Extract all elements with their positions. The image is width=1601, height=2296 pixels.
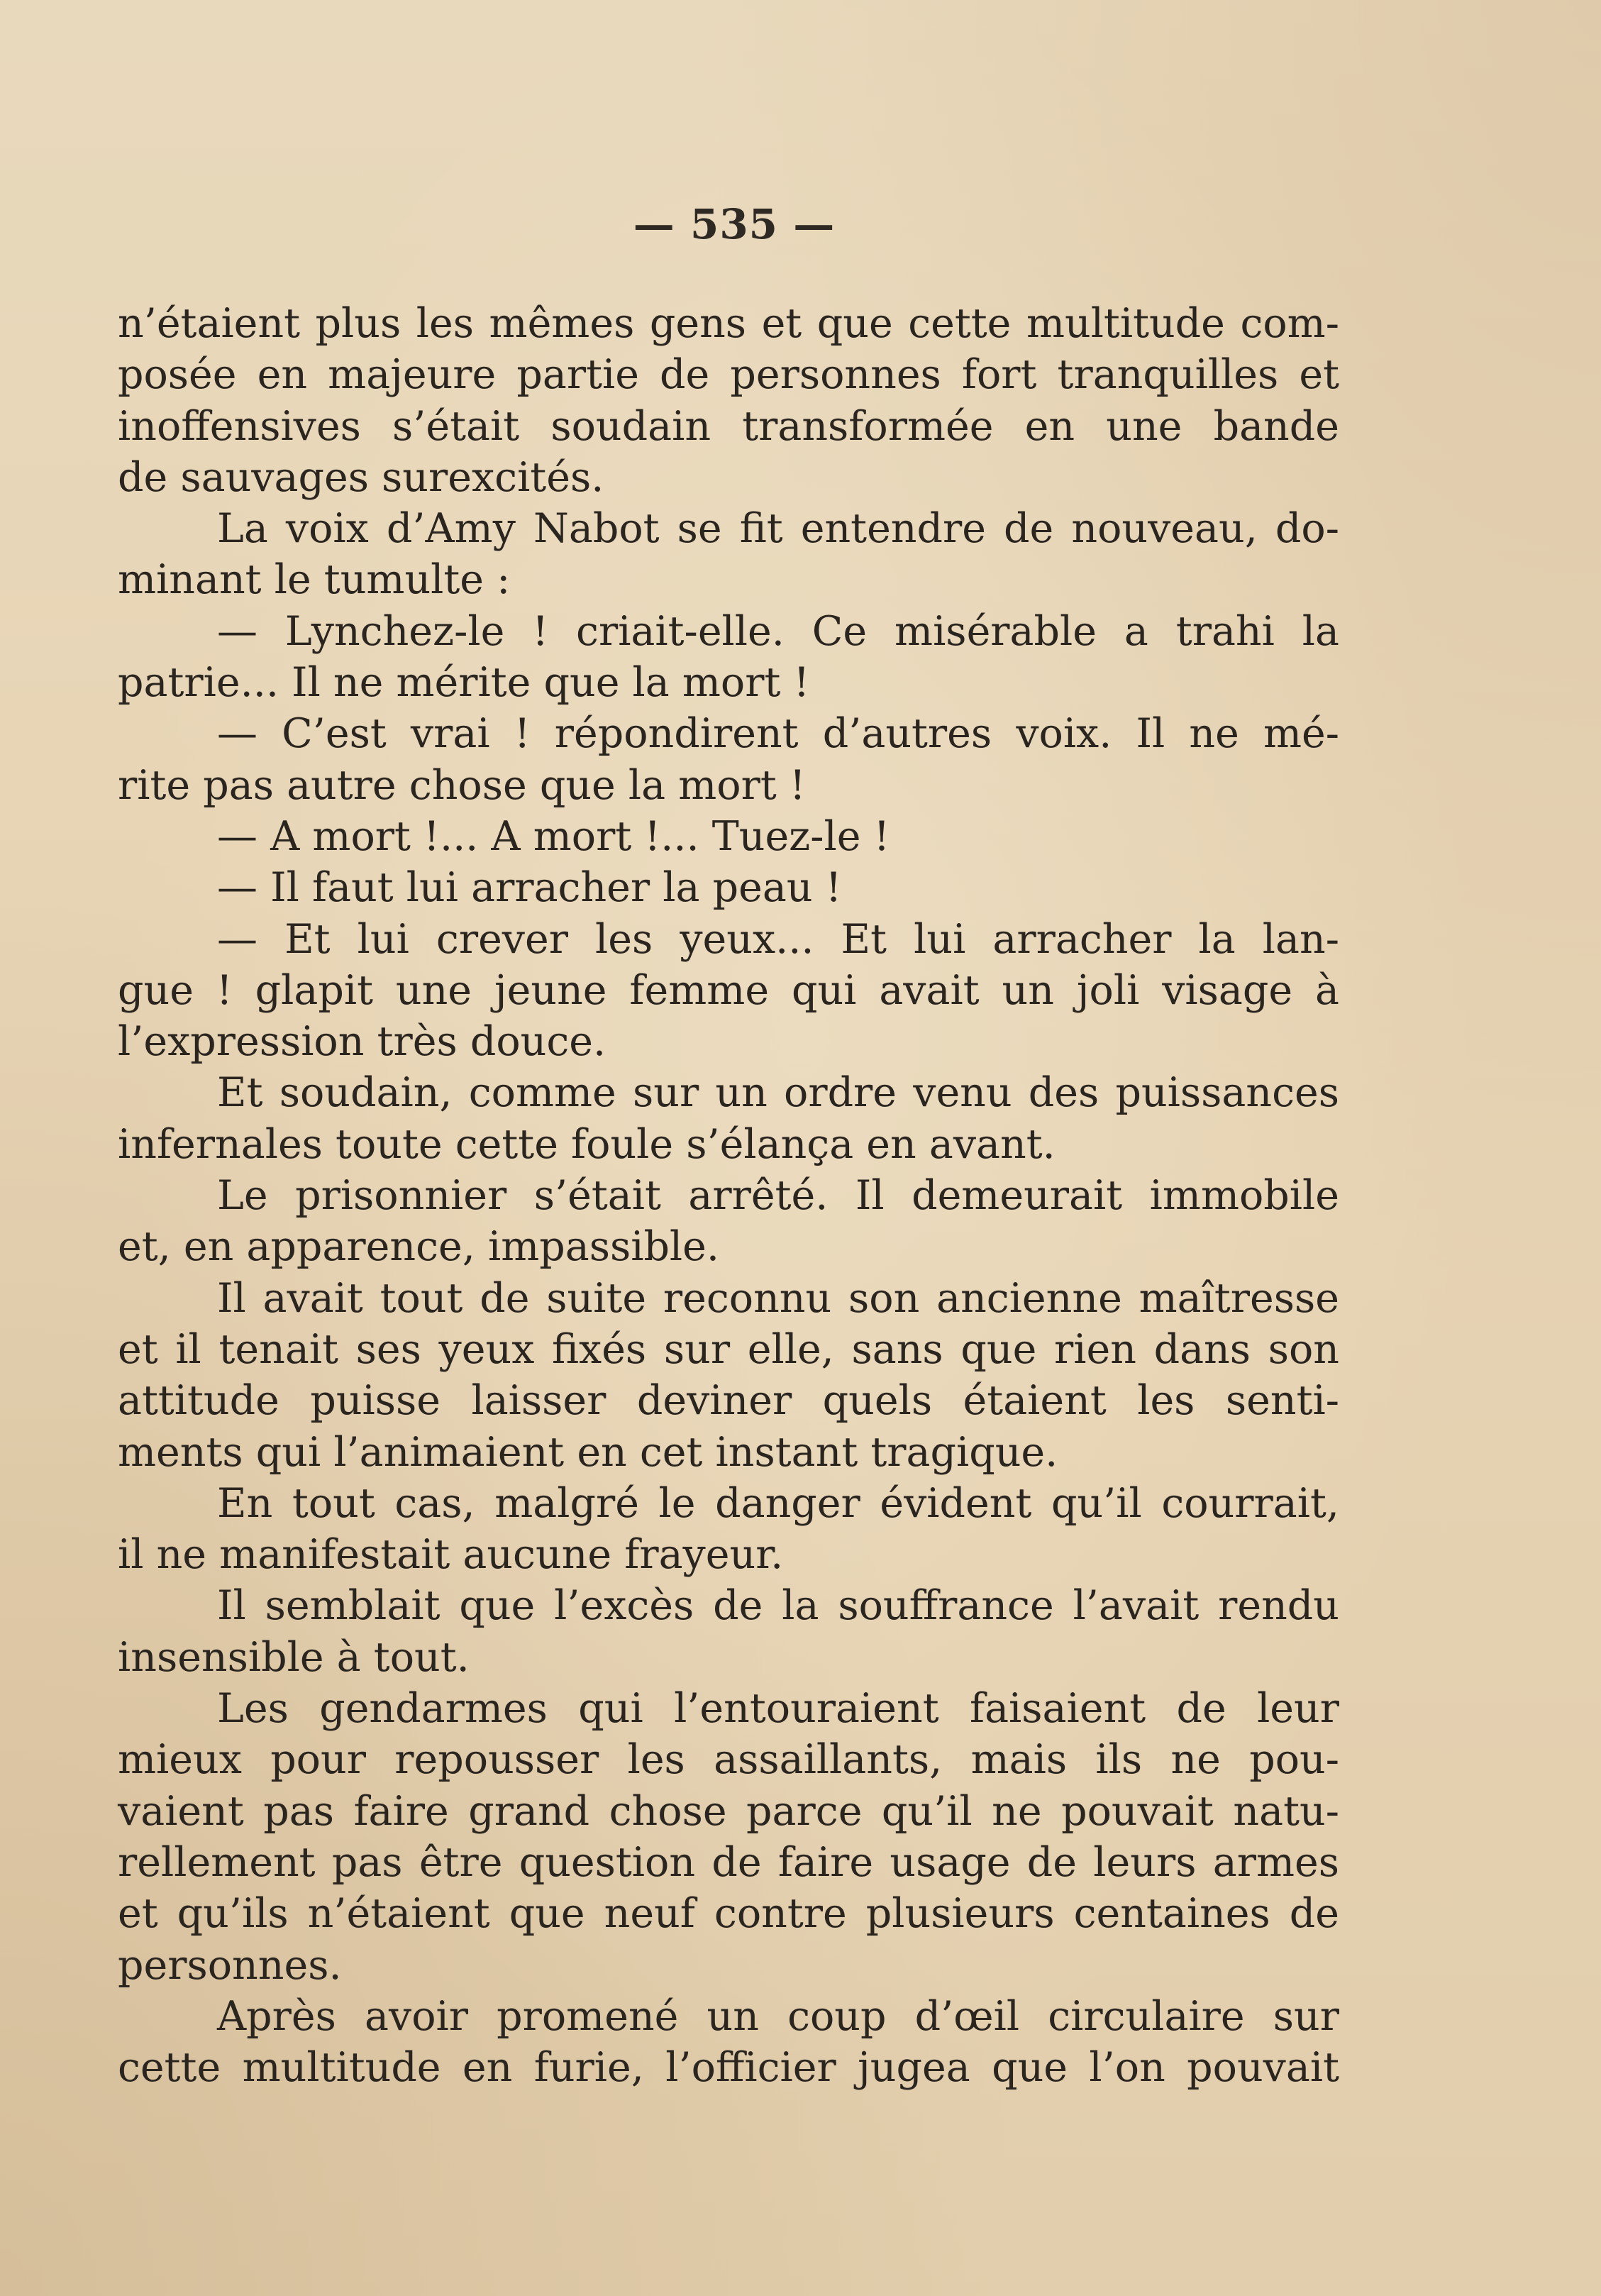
text-line: — Lynchez-le ! criait-elle. Ce misérable a trahi la <box>217 607 1339 655</box>
text-line: infernales toute cette foule s’élança en avant. <box>118 1120 1056 1168</box>
text-line: ments qui l’animaient en cet instant tragique. <box>118 1428 1058 1476</box>
text-line: minant le tumulte : <box>118 556 511 604</box>
text-line: Il avait tout de suite reconnu son ancienne maîtresse <box>217 1274 1339 1322</box>
text-line: et il tenait ses yeux fixés sur elle, sans que rien dans son <box>118 1325 1339 1373</box>
text-line: rellement pas être question de faire usage de leurs armes <box>118 1838 1339 1886</box>
text-line: — A mort !... A mort !... Tuez-le ! <box>217 812 890 860</box>
text-line: il ne manifestait aucune frayeur. <box>118 1531 784 1579</box>
text-line: de sauvages surexcités. <box>118 453 604 501</box>
text-line: et qu’ils n’étaient que neuf contre plusieurs centaines de <box>118 1890 1339 1938</box>
text-line: Il semblait que l’excès de la souffrance l’avait rendu <box>217 1582 1339 1630</box>
text-line: l’expression très douce. <box>118 1018 606 1066</box>
text-line: insensible à tout. <box>118 1633 470 1681</box>
text-line: — Et lui crever les yeux... Et lui arracher la lan- <box>217 915 1339 963</box>
text-line: rite pas autre chose que la mort ! <box>118 761 806 809</box>
text-line: vaient pas faire grand chose parce qu’il ne pouvait natu- <box>118 1787 1339 1835</box>
text-line: personnes. <box>118 1941 342 1989</box>
page-number: — 535 — <box>633 200 836 248</box>
text-line: patrie... Il ne mérite que la mort ! <box>118 659 810 707</box>
text-line: posée en majeure partie de personnes fort tranquilles et <box>118 351 1339 399</box>
text-line: et, en apparence, impassible. <box>118 1223 720 1271</box>
text-line: Et soudain, comme sur un ordre venu des puissances <box>217 1069 1339 1117</box>
text-line: La voix d’Amy Nabot se fit entendre de nouveau, do- <box>217 505 1339 553</box>
text-line: Les gendarmes qui l’entouraient faisaient de leur <box>217 1685 1339 1733</box>
text-line: inoffensives s’était soudain transformée en une bande <box>118 402 1339 450</box>
text-line: — C’est vrai ! répondirent d’autres voix. Il ne mé- <box>217 710 1339 758</box>
body-text <box>118 298 1339 2093</box>
text-line: n’étaient plus les mêmes gens et que cette multitude com- <box>118 300 1339 347</box>
text-line: attitude puisse laisser deviner quels étaient les senti- <box>118 1377 1339 1425</box>
text-line: En tout cas, malgré le danger évident qu’il courrait, <box>217 1479 1339 1527</box>
text-line: mieux pour repousser les assaillants, mais ils ne pou- <box>118 1736 1339 1784</box>
text-line: gue ! glapit une jeune femme qui avait un joli visage à <box>118 966 1339 1014</box>
text-line: Après avoir promené un coup d’œil circulaire sur <box>217 1992 1339 2040</box>
text-line: Le prisonnier s’était arrêté. Il demeurait immobile <box>217 1172 1339 1220</box>
text-line: cette multitude en furie, l’officier jugea que l’on pouvait <box>118 2044 1339 2092</box>
text-line: — Il faut lui arracher la peau ! <box>217 864 842 912</box>
